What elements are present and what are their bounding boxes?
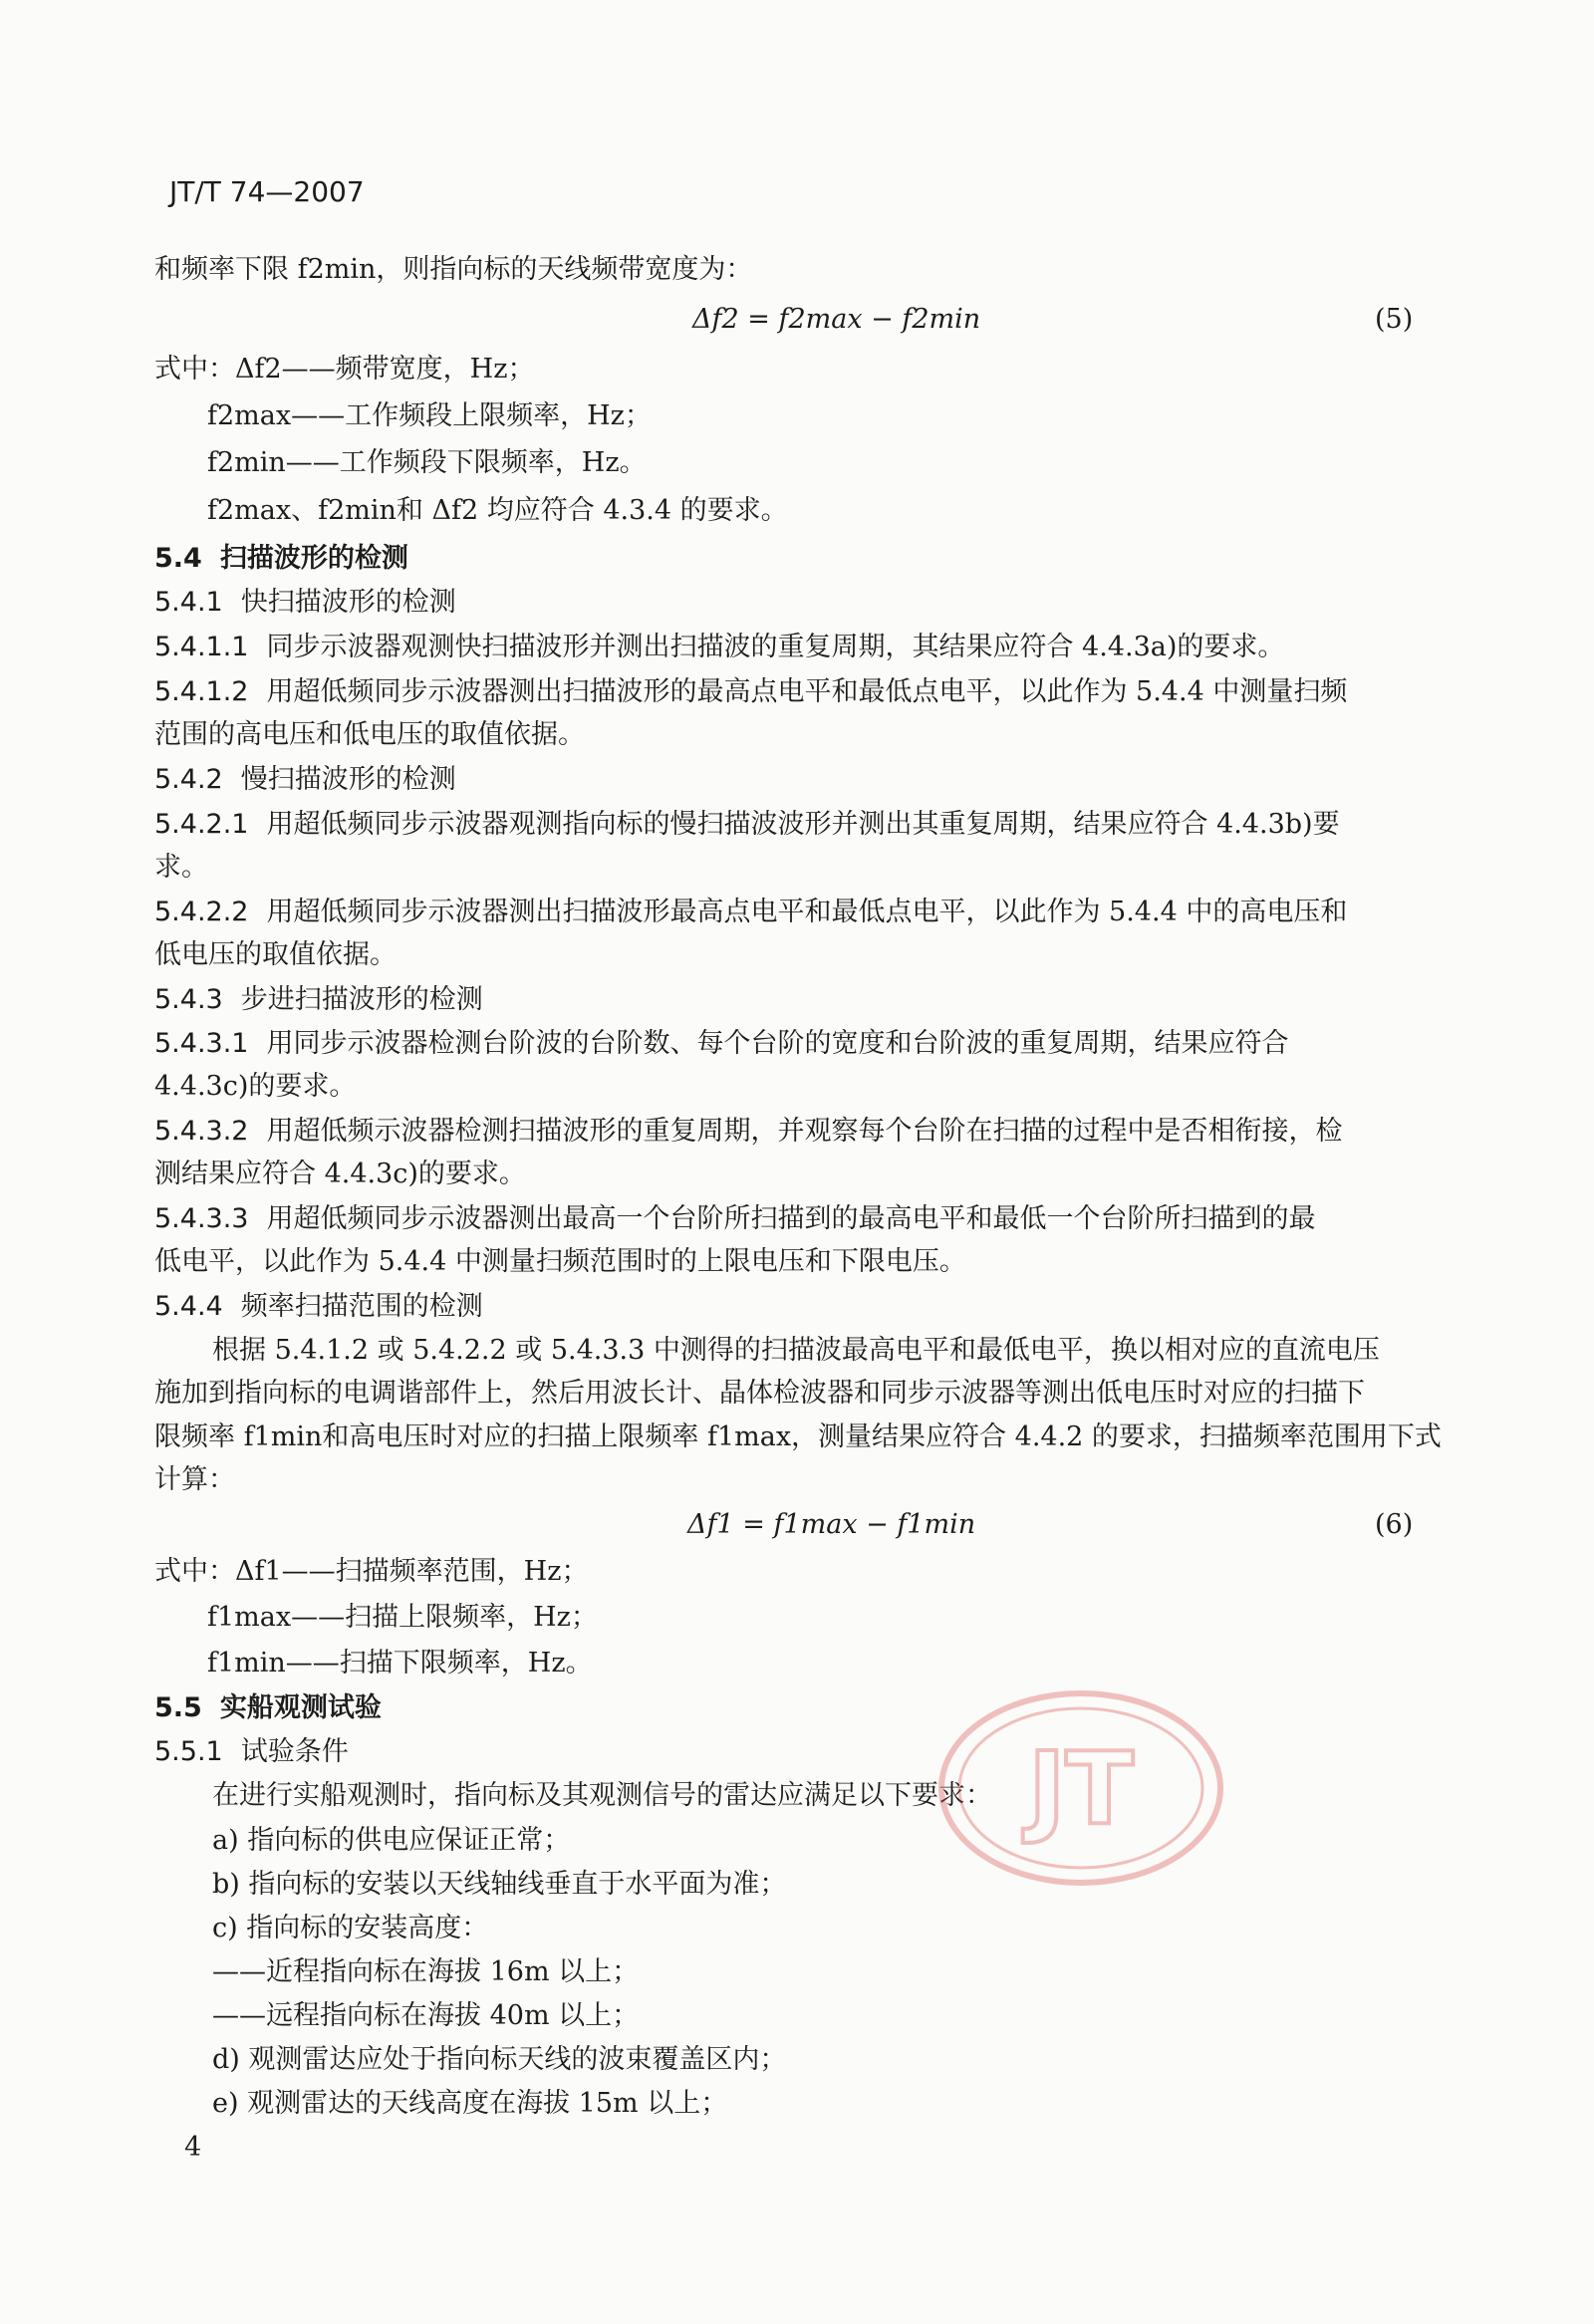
list-subitem: ——近程指向标在海拔 16m 以上；: [212, 1956, 640, 1987]
text-line: f2max、f2min和 Δf2 均应符合 4.3.4 的要求。: [207, 495, 788, 526]
paragraph-line: 低电压的取值依据。: [154, 939, 397, 970]
paragraph-line: 5.4.2.1 用超低频同步示波器观测指向标的慢扫描波波形并测出其重复周期，结果应符合 4.4.3b)要: [154, 809, 1340, 840]
paragraph-line: 5.4.3.2 用超低频示波器检测扫描波形的重复周期，并观察每个台阶在扫描的过程中是否相衔接，检: [154, 1116, 1343, 1147]
jt-stamp-watermark: [931, 1683, 1230, 1893]
subsection-heading: 5.4.2 慢扫描波形的检测: [154, 764, 456, 795]
subsection-heading: 5.4.3 步进扫描波形的检测: [154, 984, 483, 1015]
list-item: a) 指向标的供电应保证正常；: [212, 1825, 571, 1856]
definition-line: 式中：Δf2——频带宽度，Hz；: [154, 354, 535, 385]
subsection-heading: 5.4.1 快扫描波形的检测: [154, 587, 456, 618]
definition-line: 式中：Δf1——扫描频率范围，Hz；: [154, 1556, 589, 1587]
paragraph-line: 求。: [154, 852, 208, 883]
page-number: 4: [184, 2132, 202, 2163]
definition-line: f1min——扫描下限频率，Hz。: [207, 1648, 593, 1678]
list-item: e) 观测雷达的天线高度在海拔 15m 以上；: [212, 2088, 728, 2119]
paragraph-line: 在进行实船观测时，指向标及其观测信号的雷达应满足以下要求：: [212, 1780, 992, 1811]
paragraph-line: 5.4.1.2 用超低频同步示波器测出扫描波形的最高点电平和最低点电平，以此作为 5.4.4 中测量扫频: [154, 676, 1348, 707]
definition-line: f2max——工作频段上限频率，Hz；: [207, 400, 652, 431]
section-heading: 5.5 实船观测试验: [154, 1692, 382, 1723]
equation-number: (5): [1375, 304, 1414, 335]
paragraph-line: 5.4.2.2 用超低频同步示波器测出扫描波形最高点电平和最低点电平，以此作为 5.4.4 中的高电压和: [154, 897, 1348, 927]
subsection-heading: 5.5.1 试验条件: [154, 1736, 349, 1767]
paragraph-line: 5.4.3.1 用同步示波器检测台阶波的台阶数、每个台阶的宽度和台阶波的重复周期，结果应符合: [154, 1028, 1289, 1059]
section-heading: 5.4 扫描波形的检测: [154, 543, 408, 574]
list-item: b) 指向标的安装以天线轴线垂直于水平面为准；: [212, 1869, 787, 1900]
paragraph-line: 低电平，以此作为 5.4.4 中测量扫频范围时的上限电压和下限电压。: [154, 1246, 966, 1277]
paragraph-line: 根据 5.4.1.2 或 5.4.2.2 或 5.4.3.3 中测得的扫描波最高电平和最低电平，换以相对应的直流电压: [212, 1335, 1380, 1366]
equation-5: Δf2 = f2max − f2min: [692, 304, 981, 335]
paragraph-line: 限频率 f1min和高电压时对应的扫描上限频率 f1max，测量结果应符合 4.4.2 的要求，扫描频率范围用下式: [154, 1421, 1442, 1452]
definition-line: f2min——工作频段下限频率，Hz。: [207, 447, 647, 478]
list-subitem: ——远程指向标在海拔 40m 以上；: [212, 2000, 640, 2031]
definition-line: f1max——扫描上限频率，Hz；: [207, 1602, 598, 1633]
list-item: d) 观测雷达应处于指向标天线的波束覆盖区内；: [212, 2044, 787, 2075]
paragraph-line: 5.4.3.3 用超低频同步示波器测出最高一个台阶所扫描到的最高电平和最低一个台阶所扫描到的最: [154, 1203, 1316, 1234]
stamp-text: JT: [1028, 1730, 1134, 1847]
paragraph-line: 施加到指向标的电调谐部件上，然后用波长计、晶体检波器和同步示波器等测出低电压时对应的扫描下: [154, 1378, 1365, 1409]
paragraph-line: 4.4.3c)的要求。: [154, 1071, 357, 1102]
paragraph-line: 范围的高电压和低电压的取值依据。: [154, 719, 585, 750]
paragraph-line: 测结果应符合 4.4.3c)的要求。: [154, 1159, 526, 1189]
list-item: c) 指向标的安装高度：: [212, 1913, 489, 1943]
subsection-heading: 5.4.4 频率扫描范围的检测: [154, 1291, 483, 1322]
equation-number: (6): [1375, 1509, 1414, 1540]
paragraph-line: 5.4.1.1 同步示波器观测快扫描波形并测出扫描波的重复周期，其结果应符合 4.4.3a)的要求。: [154, 632, 1285, 662]
document-code: JT/T 74—2007: [169, 175, 365, 208]
paragraph-line: 计算：: [154, 1464, 235, 1495]
text-line: 和频率下限 f2min，则指向标的天线频带宽度为：: [154, 254, 753, 285]
equation-6: Δf1 = f1max − f1min: [687, 1509, 976, 1540]
